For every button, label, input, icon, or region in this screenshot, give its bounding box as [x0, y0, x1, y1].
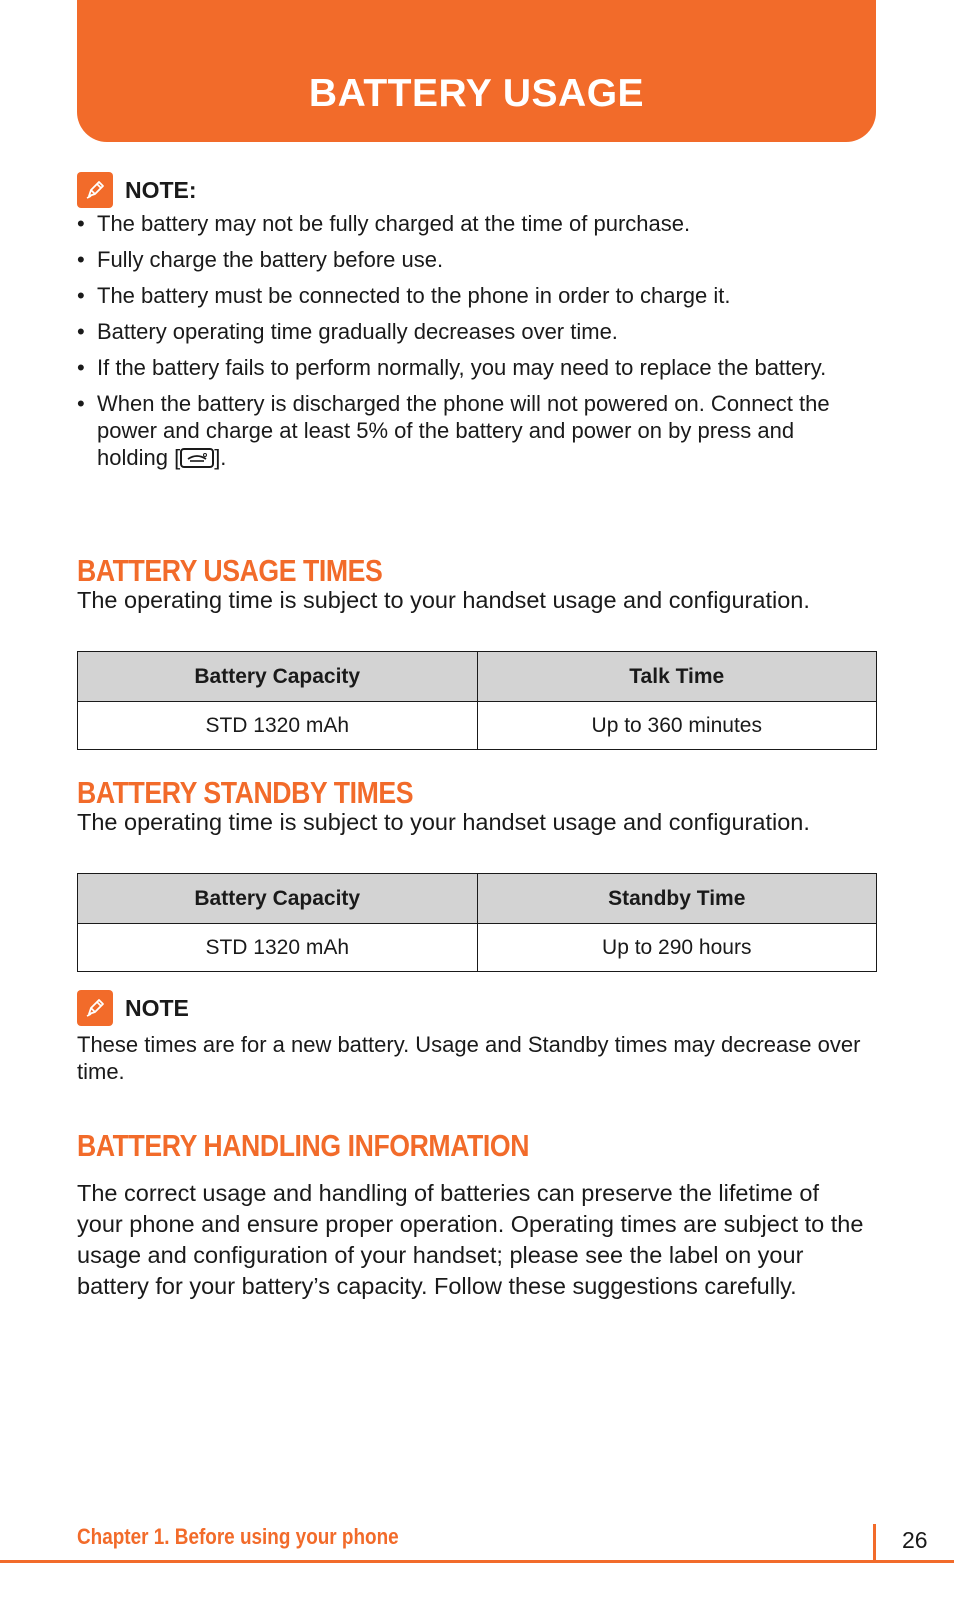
list-item — [77, 390, 857, 471]
note-heading — [77, 172, 197, 208]
table-header-row — [78, 874, 877, 924]
table-header-cell: Standby Time — [477, 874, 877, 924]
table-cell: STD 1320 mAh — [78, 702, 478, 750]
pencil-note-icon — [77, 172, 113, 208]
table-row — [78, 702, 877, 750]
standby-times-intro: The operating time is subject to your handset usage and configuration. — [77, 809, 810, 835]
handling-text: The correct usage and handling of batteries can preserve the lifetime of your phone and ensure proper operation. Operating times are subject to the usage and configuration of your handset; please see the label on your battery for your battery’s capacity. Follow these suggestions carefully. — [77, 1180, 864, 1299]
footer-rule — [0, 1560, 954, 1563]
list-item: • The battery must be connected to the phone in order to charge it. — [77, 282, 857, 309]
table-cell: STD 1320 mAh — [78, 924, 478, 972]
table-header-row — [78, 652, 877, 702]
table-cell: Up to 360 minutes — [477, 702, 877, 750]
talk-time-table — [77, 651, 877, 750]
list-item: • The battery may not be fully charged at the time of purchase. — [77, 210, 857, 237]
section-title-handling: BATTERY HANDLING INFORMATION — [77, 1128, 530, 1163]
power-end-key-icon — [180, 448, 214, 468]
list-item: • Fully charge the battery before use. — [77, 246, 857, 273]
note-heading — [77, 990, 189, 1026]
list-item-suffix: ]. — [214, 445, 227, 470]
table-row — [78, 924, 877, 972]
note-bullet-list — [77, 210, 857, 480]
footer-divider — [873, 1524, 876, 1562]
pencil-note-icon — [77, 990, 113, 1026]
table-header-cell: Talk Time — [477, 652, 877, 702]
header-banner — [77, 0, 876, 142]
footer-chapter: Chapter 1. Before using your phone — [77, 1524, 399, 1549]
note-label: NOTE — [125, 994, 189, 1021]
table-header-cell: Battery Capacity — [78, 874, 478, 924]
usage-times-intro: The operating time is subject to your handset usage and configuration. — [77, 587, 810, 613]
table-header-cell: Battery Capacity — [78, 652, 478, 702]
table-cell: Up to 290 hours — [477, 924, 877, 972]
list-item: • If the battery fails to perform normally, you may need to replace the battery. — [77, 354, 857, 381]
list-item: • Battery operating time gradually decreases over time. — [77, 318, 857, 345]
note-text: These times are for a new battery. Usage and Standby times may decrease over time. — [77, 1032, 861, 1084]
page-number: 26 — [902, 1527, 928, 1553]
standby-time-table — [77, 873, 877, 972]
section-title-standby-times: BATTERY STANDBY TIMES — [77, 775, 414, 810]
section-title-usage-times: BATTERY USAGE TIMES — [77, 553, 383, 588]
list-item-text: When the battery is discharged the phone will not powered on. Connect the power and charge at least 5% of the battery and power on by press and holding [ — [97, 391, 830, 470]
page-title: BATTERY USAGE — [308, 72, 645, 115]
note-label: NOTE: — [125, 176, 197, 203]
